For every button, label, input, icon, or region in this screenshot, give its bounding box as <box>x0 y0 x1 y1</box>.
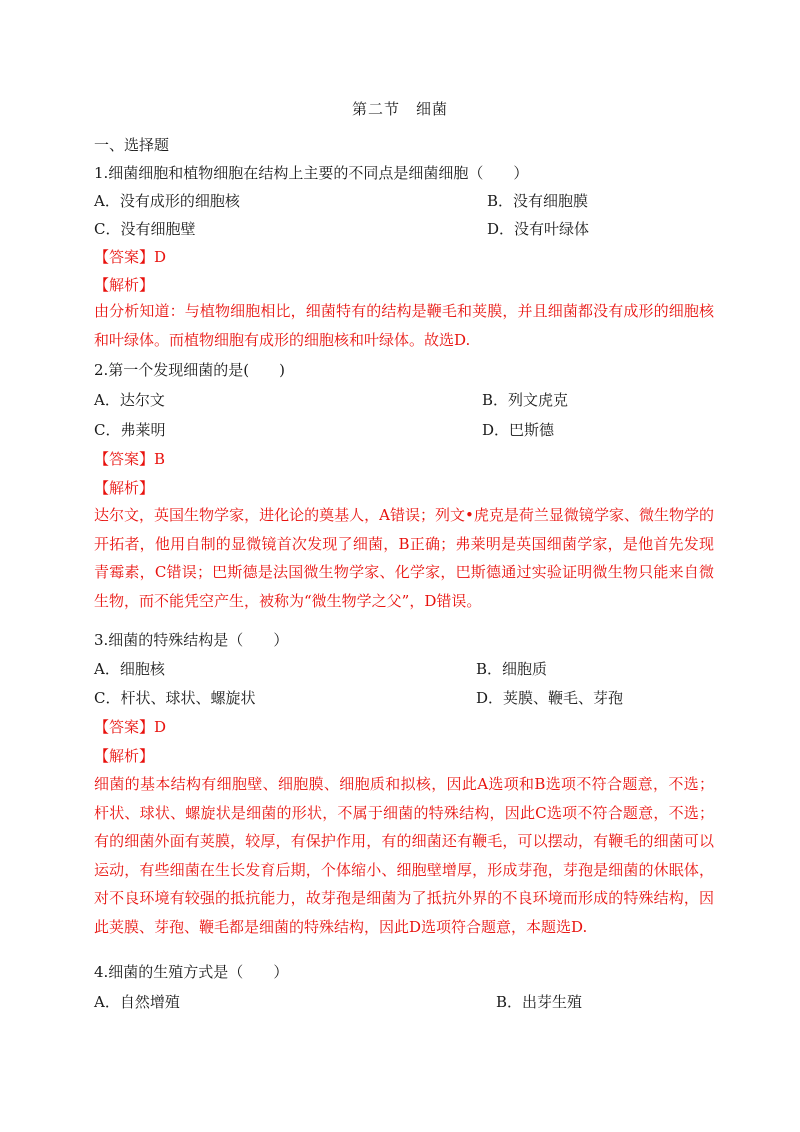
section-title: 第二节 细菌 <box>351 100 448 118</box>
q3-option-a: A．细胞核 <box>94 660 165 678</box>
q3-option-d: D．荚膜、鞭毛、芽孢 <box>476 689 624 707</box>
q4-stem: 4.细菌的生殖方式是（ ） <box>94 963 289 981</box>
q4-option-b: B．出芽生殖 <box>496 993 583 1011</box>
q1-option-c: C．没有细胞壁 <box>94 220 196 238</box>
q2-answer: 【答案】B <box>94 450 166 468</box>
q4-option-a: A．自然增殖 <box>94 993 180 1011</box>
q3-analysis: 细菌的基本结构有细胞壁、细胞膜、细胞质和拟核，因此A选项和B选项不符合题意，不选；杆状、球状、螺旋状是细菌的形状，不属于细菌的特殊结构，因此C选项不符合题意，不选；有的细菌外面有荚膜，较厚，有保护作用，有的细菌还有鞭毛，可以摆动，有鞭毛的细菌可以运动，有些细菌在生长发育后期，个体缩小、细胞壁增厚，形成芽孢，芽孢是细菌的休眠体，对不良环境有较强的抵抗能力，故芽孢是细菌为了抵抗外界的不良环境而形成的特殊结构，因此荚膜、芽孢、鞭毛都是细菌的特殊结构，因此D选项符合题意，本题选D. <box>94 775 714 936</box>
q2-option-c: C．弗莱明 <box>94 421 166 439</box>
q2-stem: 2.第一个发现细菌的是( ) <box>94 361 286 379</box>
q2-analysis-label: 【解析】 <box>94 479 155 497</box>
q1-analysis-label: 【解析】 <box>94 276 155 294</box>
section-heading: 一、选择题 <box>94 136 170 154</box>
q2-analysis: 达尔文，英国生物学家，进化论的奠基人，A错误；列文•虎克是荷兰显微镜学家、微生物学的开拓者，他用自制的显微镜首次发现了细菌，B正确；弗莱明是英国细菌学家，是他首先发现青霉素，C错误；巴斯德是法国微生物学家、化学家，巴斯德通过实验证明微生物只能来自微生物，而不能凭空产生，被称为“微生物学之父”，D错误。 <box>94 506 714 610</box>
q1-option-d: D．没有叶绿体 <box>487 220 590 238</box>
q1-option-b: B．没有细胞膜 <box>487 192 589 210</box>
q2-option-a: A．达尔文 <box>94 391 165 409</box>
q1-stem: 1.细菌细胞和植物细胞在结构上主要的不同点是细菌细胞（ ） <box>94 164 529 182</box>
q3-answer: 【答案】D <box>94 718 167 736</box>
q1-analysis: 由分析知道：与植物细胞相比，细菌特有的结构是鞭毛和荚膜，并且细菌都没有成形的细胞核和叶绿体。而植物细胞有成形的细胞核和叶绿体。故选D. <box>94 302 714 349</box>
q2-option-d: D．巴斯德 <box>482 421 555 439</box>
q3-option-b: B．细胞质 <box>476 660 548 678</box>
q3-stem: 3.细菌的特殊结构是（ ） <box>94 631 289 649</box>
q2-option-b: B．列文虎克 <box>482 391 569 409</box>
q3-option-c: C．杆状、球状、螺旋状 <box>94 689 256 707</box>
q1-option-a: A．没有成形的细胞核 <box>94 192 240 210</box>
q3-analysis-label: 【解析】 <box>94 747 155 765</box>
q1-answer: 【答案】D <box>94 248 167 266</box>
